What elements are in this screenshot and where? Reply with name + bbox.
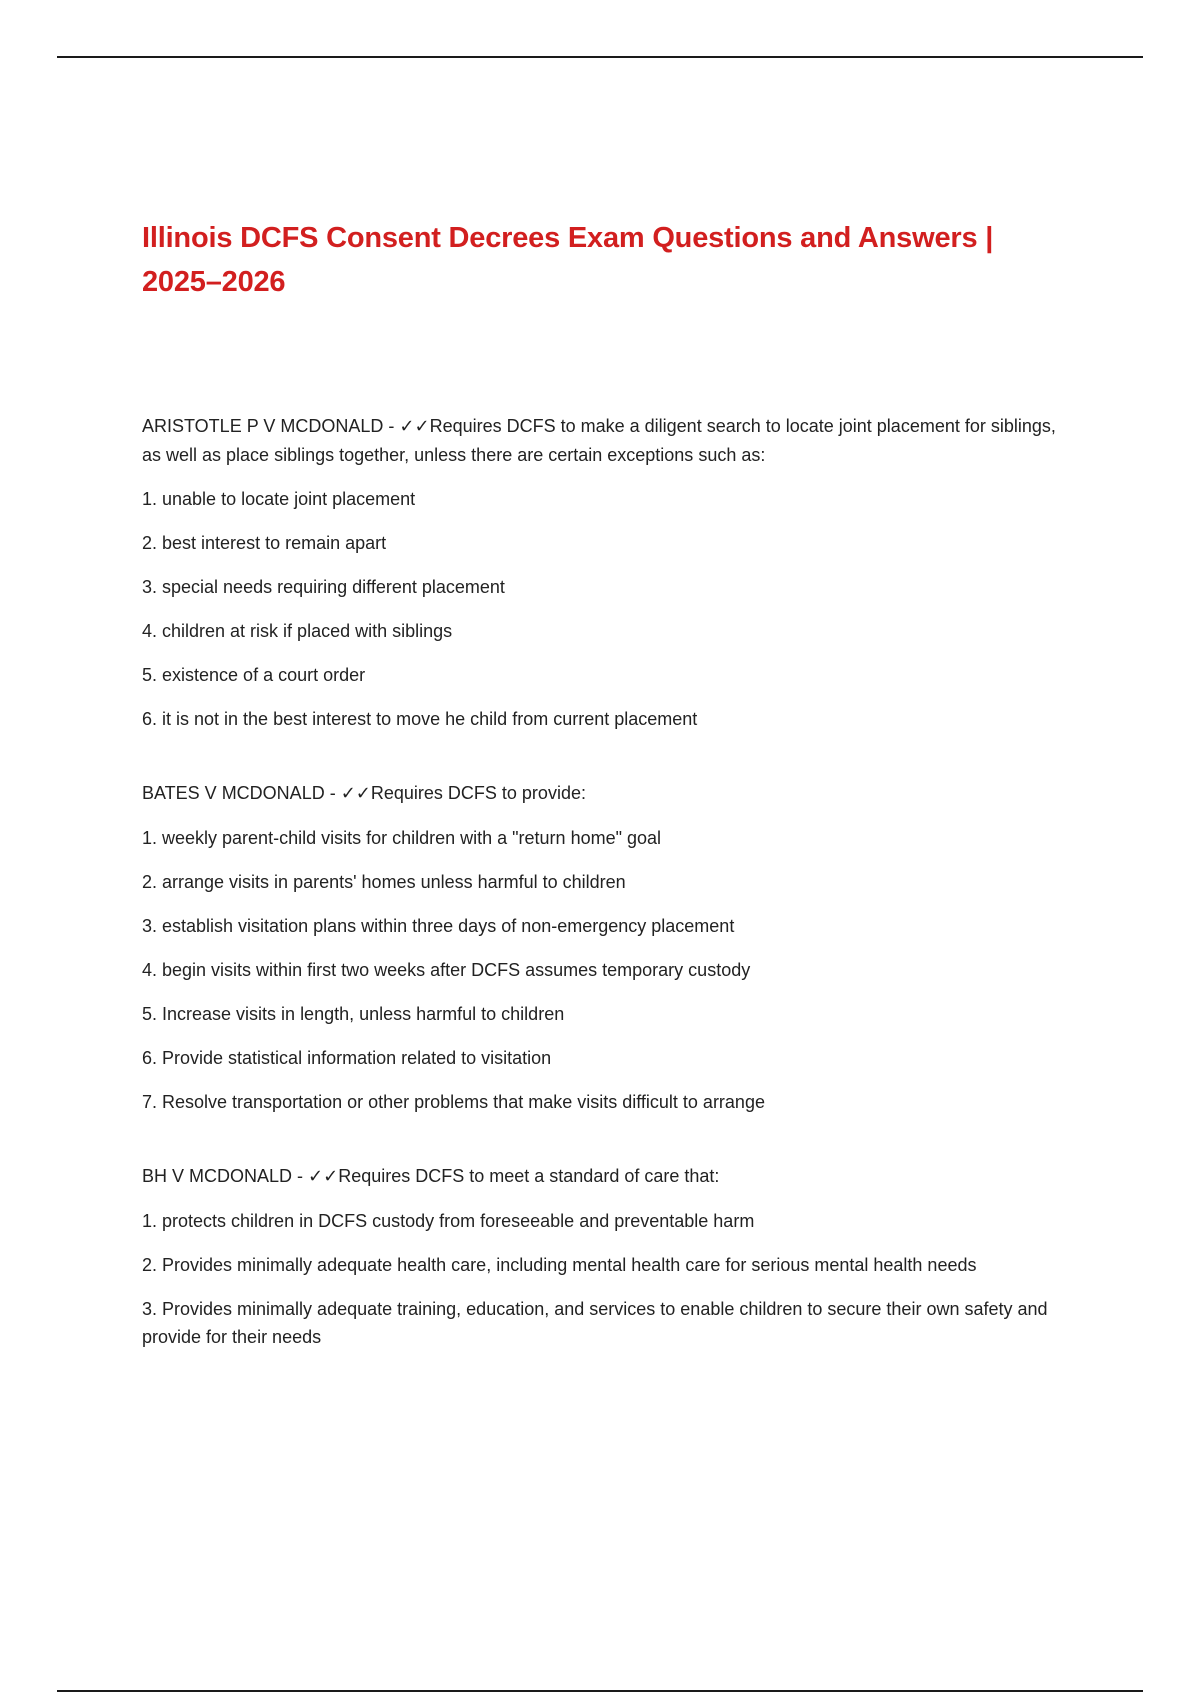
separator: - [383,416,400,436]
list-item: 1. unable to locate joint placement [142,489,416,509]
list-item: 6. it is not in the best interest to move he child from current placement [142,709,698,729]
list-item: 2. Provides minimally adequate health care, including mental health care for serious mental health needs [142,1255,977,1275]
case-description: Requires DCFS to make a diligent search to locate joint placement for siblings, as well as place siblings together, unless there are certain exceptions such as: [142,416,1056,465]
case-name: BATES V MCDONALD [142,783,325,803]
case-description: Requires DCFS to meet a standard of care that: [338,1166,720,1186]
list-item: 1. weekly parent-child visits for children with a "return home" goal [142,828,662,848]
document-body [142,216,1062,1367]
section-aristotle-p [142,412,1062,733]
footer-rule [57,1690,1143,1692]
list-item: 1. protects children in DCFS custody from foreseeable and preventable harm [142,1211,755,1231]
list-item: 4. begin visits within first two weeks after DCFS assumes temporary custody [142,960,751,980]
double-check-icon: ✓✓ [399,416,430,437]
list-item: 5. Increase visits in length, unless harmful to children [142,1004,565,1024]
separator: - [292,1166,309,1186]
case-name: ARISTOTLE P V MCDONALD [142,416,384,436]
document-title: Illinois DCFS Consent Decrees Exam Questions and Answers | 2025–2026 [142,222,994,298]
list-item: 4. children at risk if placed with siblings [142,621,453,641]
list-item: 6. Provide statistical information related to visitation [142,1048,552,1068]
list-item: 3. special needs requiring different placement [142,577,505,597]
list-item: 7. Resolve transportation or other problems that make visits difficult to arrange [142,1092,765,1112]
section-intro [142,412,1062,469]
section-bh [142,1162,1062,1351]
double-check-icon: ✓✓ [308,1166,339,1187]
section-intro [142,779,1062,808]
list-item: 2. best interest to remain apart [142,533,387,553]
double-check-icon: ✓✓ [340,783,371,804]
section-intro [142,1162,1062,1191]
header-rule [57,56,1143,58]
list-item: 3. establish visitation plans within three days of non-emergency placement [142,916,735,936]
case-name: BH V MCDONALD [142,1166,293,1186]
case-description: Requires DCFS to provide: [370,783,586,803]
list-item: 5. existence of a court order [142,665,366,685]
section-bates [142,779,1062,1116]
list-item: 2. arrange visits in parents' homes unless harmful to children [142,872,626,892]
list-item: 3. Provides minimally adequate training, education, and services to enable children to secure their own safety and provide for their needs [142,1299,1048,1347]
separator: - [324,783,341,803]
